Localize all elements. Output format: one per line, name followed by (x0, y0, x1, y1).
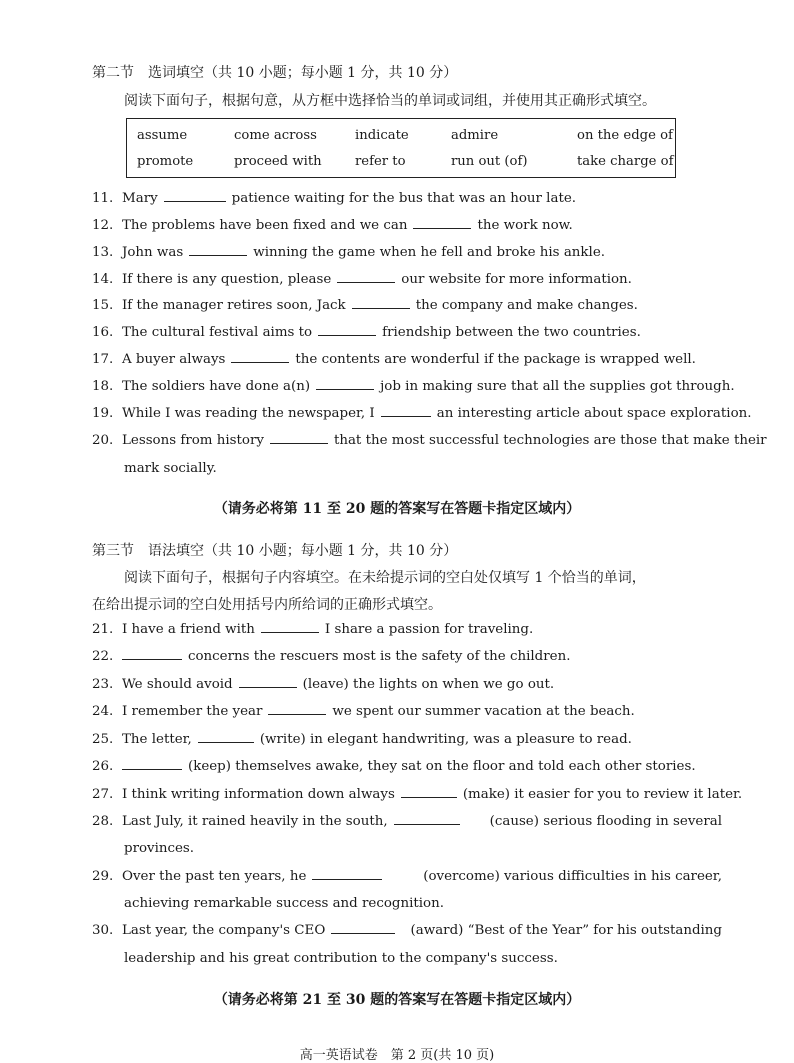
word-assume: assume (137, 128, 188, 143)
answer-blank-12[interactable] (413, 227, 471, 229)
question-29-continued: achieving remarkable success and recognition. (124, 896, 444, 911)
section3-note: （请务必将第 21 至 30 题的答案写在答题卡指定区域内） (213, 992, 581, 1008)
question-18: 18. The soldiers have done a(n) job in making sure that all the supplies got through. (92, 379, 735, 394)
question-23: 23. We should avoid (leave) the lights on when we go out. (92, 677, 555, 692)
section3-title-info: （共 10 小题；每小题 1 分，共 10 分） (204, 543, 458, 559)
question-19: 19. While I was reading the newspaper, I an interesting article about space exploration. (92, 406, 752, 421)
answer-blank-11[interactable] (164, 200, 226, 202)
answer-blank-22[interactable] (122, 658, 182, 660)
section2-title-num: 第二节 (92, 65, 134, 81)
word-run-out-of: run out (of) (451, 154, 528, 169)
answer-blank-24[interactable] (268, 713, 326, 715)
word-box (126, 118, 676, 178)
answer-blank-19[interactable] (381, 415, 431, 417)
question-14: 14. If there is any question, please our website for more information. (92, 272, 632, 287)
section2-title-info: （共 10 小题；每小题 1 分，共 10 分） (204, 65, 458, 81)
answer-blank-16[interactable] (318, 334, 376, 336)
question-12: 12. The problems have been fixed and we can the work now. (92, 218, 573, 233)
answer-blank-23[interactable] (239, 686, 297, 688)
section3-instruction-line1: 阅读下面句子，根据句子内容填空。在未给提示词的空白处仅填写 1 个恰当的单词， (124, 570, 646, 586)
word-admire: admire (451, 128, 499, 143)
question-15: 15. If the manager retires soon, Jack the company and make changes. (92, 298, 638, 313)
question-17: 17. A buyer always the contents are wonderful if the package is wrapped well. (92, 352, 696, 367)
word-refer-to: refer to (355, 154, 406, 169)
answer-blank-28[interactable] (394, 823, 460, 825)
answer-blank-13[interactable] (189, 254, 247, 256)
word-proceed-with: proceed with (234, 154, 322, 169)
answer-blank-15[interactable] (352, 307, 410, 309)
section2-title-name: 选词填空 (148, 65, 204, 81)
answer-blank-20[interactable] (270, 442, 328, 444)
question-30: 30. Last year, the company's CEO (award) “Best of the Year” for his outstanding (92, 923, 722, 938)
word-take-charge-of: take charge of (577, 154, 674, 169)
word-on-the-edge-of: on the edge of (577, 128, 673, 143)
question-13: 13. John was winning the game when he fell and broke his ankle. (92, 245, 605, 260)
question-20-continued: mark socially. (124, 461, 217, 476)
question-16: 16. The cultural festival aims to friendship between the two countries. (92, 325, 641, 340)
section2-note: （请务必将第 11 至 20 题的答案写在答题卡指定区域内） (213, 501, 581, 517)
question-30-continued: leadership and his great contribution to the company's success. (124, 951, 558, 966)
answer-blank-29[interactable] (312, 878, 382, 880)
question-21: 21. I have a friend with I share a passion for traveling. (92, 622, 534, 637)
answer-blank-25[interactable] (198, 741, 254, 743)
page-footer: 高一英语试卷 第 2 页(共 10 页) (299, 1048, 495, 1063)
answer-blank-26[interactable] (122, 768, 182, 770)
word-indicate: indicate (355, 128, 409, 143)
section3-title-name: 语法填空 (148, 543, 204, 559)
section2-instruction: 阅读下面句子，根据句意，从方框中选择恰当的单词或词组，并使用其正确形式填空。 (124, 93, 656, 109)
section3-instruction-line2: 在给出提示词的空白处用括号内所给词的正确形式填空。 (92, 597, 442, 613)
question-25: 25. The letter, (write) in elegant handwriting, was a pleasure to read. (92, 732, 632, 747)
question-11: 11. Mary patience waiting for the bus that was an hour late. (92, 191, 577, 206)
question-22: 22. concerns the rescuers most is the safety of the children. (92, 649, 571, 664)
answer-blank-30[interactable] (331, 932, 395, 934)
word-come-across: come across (234, 128, 317, 143)
section3-title (92, 540, 457, 560)
question-28: 28. Last July, it rained heavily in the south, (cause) serious flooding in several (92, 814, 722, 829)
question-27: 27. I think writing information down always (make) it easier for you to review it later. (92, 787, 743, 802)
word-promote: promote (137, 154, 194, 169)
question-26: 26. (keep) themselves awake, they sat on the floor and told each other stories. (92, 759, 696, 774)
answer-blank-17[interactable] (231, 361, 289, 363)
question-24: 24. I remember the year we spent our summer vacation at the beach. (92, 704, 635, 719)
question-29: 29. Over the past ten years, he (overcome) various difficulties in his career, (92, 869, 722, 884)
answer-blank-18[interactable] (316, 388, 374, 390)
answer-blank-27[interactable] (401, 796, 457, 798)
question-20: 20. Lessons from history that the most successful technologies are those that make their (92, 433, 767, 448)
section2-title (92, 62, 457, 82)
section3-title-num: 第三节 (92, 543, 134, 559)
answer-blank-14[interactable] (337, 281, 395, 283)
answer-blank-21[interactable] (261, 631, 319, 633)
question-28-continued: provinces. (124, 841, 195, 856)
